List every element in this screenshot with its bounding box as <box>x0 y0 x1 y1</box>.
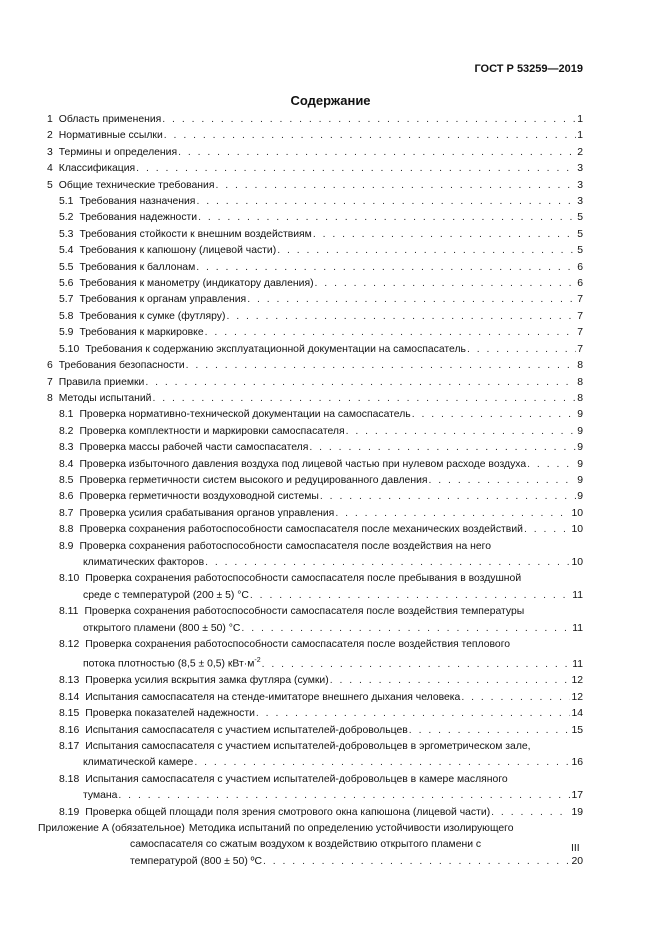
toc-entry-number: 8.15 <box>59 708 80 720</box>
toc-entry[interactable] <box>0 391 661 407</box>
toc-entry[interactable] <box>0 128 661 144</box>
toc-entry-title: Испытания самоспасателя с участием испытателей-добровольцев в камере масляного <box>85 773 508 785</box>
toc-entry[interactable] <box>0 276 661 292</box>
toc-page-number: 3 <box>577 163 583 175</box>
dot-leader <box>250 588 571 604</box>
toc-page-number: 10 <box>571 507 583 519</box>
toc-entry-title-continued: тумана <box>83 790 118 802</box>
toc-entry-number: 8.10 <box>59 573 80 585</box>
toc-page-number: 7 <box>577 327 583 339</box>
toc-entry[interactable] <box>0 690 661 706</box>
dot-leader <box>263 854 570 870</box>
toc-entry-title-continued: среде с температурой (200 ± 5) °C <box>83 589 249 601</box>
dot-leader <box>330 673 571 689</box>
toc-entry-title: Проверка комплектности и маркировки самоспасателя <box>79 425 345 437</box>
toc-entry-title: Проверка сохранения работоспособности самоспасателя после воздействия температуры <box>84 606 525 618</box>
dot-leader <box>215 178 576 194</box>
toc-entry-number: 8.8 <box>59 524 74 536</box>
toc-entry-title: Проверка усилия вскрытия замка футляра (сумки) <box>85 675 329 687</box>
toc-entry[interactable] <box>0 161 661 177</box>
toc-entry-title: Требования к баллонам <box>79 261 196 273</box>
toc-entry-title: Требования к содержанию эксплуатационной документации на самоспасатель <box>85 343 466 355</box>
annex-title-continued: температурой (800 ± 50) ºC <box>130 855 262 867</box>
toc-entry[interactable] <box>0 325 661 341</box>
toc-entry[interactable] <box>0 539 661 572</box>
toc-entry-number: 8.16 <box>59 724 80 736</box>
toc-entry-number: 5 <box>47 179 53 191</box>
dot-leader <box>309 440 576 456</box>
toc-page-number: 9 <box>577 425 583 437</box>
toc-page-number: 9 <box>577 409 583 421</box>
toc-page-number: 3 <box>577 179 583 191</box>
toc-page-number: 14 <box>571 708 583 720</box>
toc-page-number: 9 <box>577 491 583 503</box>
toc-entry-title-continued: открытого пламени (800 ± 50) °C <box>83 622 241 634</box>
toc-entry-title: Проверка массы рабочей части самоспасателя <box>79 442 309 454</box>
toc-entry-title: Проверка герметичности воздуховодной системы <box>79 491 319 503</box>
toc-entry-number: 8.12 <box>59 639 80 650</box>
toc-entry[interactable] <box>0 522 661 538</box>
toc-entry-number: 8.18 <box>59 773 80 785</box>
toc-entry-title: Требования к сумке (футляру) <box>79 310 226 322</box>
toc-entry-title: Проверка усилия срабатывания органов управления <box>79 507 335 519</box>
toc-entry[interactable] <box>0 407 661 423</box>
toc-entry-number: 5.2 <box>59 212 74 224</box>
toc-page-number: 12 <box>571 675 583 687</box>
toc-entry[interactable] <box>0 342 661 358</box>
toc-entry-title-continued: потока плотностью (8,5 ± 0,5) кВт·м <box>83 658 255 670</box>
dot-leader <box>335 506 570 522</box>
toc-page-number: 3 <box>577 196 583 208</box>
toc-entry-number: 5.8 <box>59 310 74 322</box>
toc-entry-number: 8.3 <box>59 442 74 454</box>
toc-entry-title: Проверка сохранения работоспособности самоспасателя после пребывания в воздушной <box>85 573 522 585</box>
toc-entry-title: Нормативные ссылки <box>58 130 163 142</box>
toc-entry-number: 5.1 <box>59 196 74 208</box>
toc-entry[interactable] <box>0 457 661 473</box>
toc-page-number: 5 <box>577 212 583 224</box>
dot-leader <box>429 473 577 489</box>
dot-leader <box>118 788 570 804</box>
toc-entry-title: Проверка сохранения работоспособности самоспасателя после воздействия теплового <box>85 639 511 650</box>
dot-leader <box>315 276 577 292</box>
annex-title: Методика испытаний по определению устойчивости изолирующего <box>188 822 514 834</box>
toc-entry[interactable] <box>0 194 661 210</box>
toc-entry-title: Классификация <box>58 163 136 175</box>
toc-entry-title: Требования стойкости к внешним воздействиям <box>79 228 312 240</box>
toc-entry-number: 8 <box>47 392 53 404</box>
dot-leader <box>196 194 576 210</box>
dot-leader <box>467 342 576 358</box>
toc-entry-title: Проверка общей площади поля зрения смотрового окна капюшона (лицевой части) <box>85 806 491 818</box>
toc-page-number: 19 <box>571 806 583 818</box>
toc-entry-number: 5.4 <box>59 245 74 257</box>
toc-entry-title: Общие технические требования <box>58 179 215 191</box>
toc-annex-entry[interactable] <box>0 821 661 870</box>
toc-page-number: 11 <box>572 658 583 670</box>
dot-leader <box>247 292 576 308</box>
dot-leader <box>226 309 576 325</box>
toc-entry[interactable] <box>0 227 661 243</box>
toc-entry[interactable] <box>0 210 661 226</box>
toc-entry[interactable] <box>0 506 661 522</box>
toc-page-number: 8 <box>577 376 583 388</box>
toc-entry-number: 8.1 <box>59 409 74 421</box>
toc-entry-title: Требования назначения <box>79 196 196 208</box>
toc-page-number: 7 <box>577 343 583 355</box>
toc-page-number: 9 <box>577 458 583 470</box>
annex-title-continued: самоспасателя со сжатым воздухом к воздействию открытого пламени с <box>130 839 482 851</box>
toc-entry-title: Требования к капюшону (лицевой части) <box>79 245 277 257</box>
toc-page-number: 7 <box>577 310 583 322</box>
toc-page-number: 6 <box>577 261 583 273</box>
dot-leader <box>409 723 571 739</box>
toc-page-number: 10 <box>571 524 583 536</box>
toc-entry-number: 8.9 <box>59 540 74 552</box>
toc-entry-number: 4 <box>47 163 53 175</box>
toc-entry-title: Испытания самоспасателя на стенде-имитаторе внешнего дыхания человека <box>85 691 461 703</box>
toc-entry-title: Проверка показателей надежности <box>85 708 255 720</box>
toc-entry[interactable] <box>0 772 661 805</box>
toc-page-number: 12 <box>571 691 583 703</box>
toc-entry-number: 5.10 <box>59 343 80 355</box>
toc-entry-number: 6 <box>47 360 53 372</box>
toc-entry-number: 2 <box>47 130 53 142</box>
toc-entry-title-continued: климатических факторов <box>83 556 205 568</box>
toc-entry[interactable] <box>0 637 661 673</box>
toc-page-number: 8 <box>577 392 583 404</box>
toc-page-number: 5 <box>577 245 583 257</box>
toc-entry[interactable] <box>0 805 661 821</box>
toc-entry[interactable] <box>0 358 661 374</box>
table-of-contents <box>0 112 661 870</box>
toc-entry[interactable] <box>0 673 661 689</box>
toc-page-number: 15 <box>571 724 583 736</box>
toc-page-number: 5 <box>577 228 583 240</box>
toc-entry[interactable] <box>0 260 661 276</box>
dot-leader <box>527 457 576 473</box>
toc-entry-title: Проверка сохранения работоспособности самоспасателя после воздействия на него <box>79 540 491 552</box>
toc-entry-number: 7 <box>47 376 53 388</box>
dot-leader <box>205 555 570 571</box>
toc-entry-title: Правила приемки <box>58 376 145 388</box>
toc-entry-number: 8.11 <box>59 606 79 618</box>
toc-entry-number: 8.5 <box>59 474 74 486</box>
toc-entry-title: Проверка избыточного давления воздуха под лицевой частью при нулевом расходе воздуха <box>79 458 527 470</box>
dot-leader <box>152 391 576 407</box>
toc-entry-title: Требования надежности <box>79 212 198 224</box>
toc-entry-number: 8.17 <box>59 740 80 752</box>
toc-entry-number: 3 <box>47 146 53 158</box>
dot-leader <box>524 522 571 538</box>
toc-entry[interactable] <box>0 424 661 440</box>
dot-leader <box>491 805 570 821</box>
toc-entry[interactable] <box>0 440 661 456</box>
annex-label: Приложение А (обязательное) <box>38 822 185 834</box>
dot-leader <box>162 112 576 128</box>
dot-leader <box>313 227 576 243</box>
toc-page-number: 17 <box>571 790 583 802</box>
dot-leader <box>262 657 572 673</box>
toc-entry[interactable] <box>0 145 661 161</box>
toc-page-number: 9 <box>577 442 583 454</box>
dot-leader <box>320 489 576 505</box>
standard-designation: ГОСТ Р 53259—2019 <box>474 63 583 75</box>
toc-entry[interactable] <box>0 178 661 194</box>
dot-leader <box>346 424 577 440</box>
toc-page-number: 9 <box>577 474 583 486</box>
toc-page-number: 10 <box>571 556 583 568</box>
toc-page-number: 20 <box>571 855 583 867</box>
toc-entry-title: Проверка нормативно-технической документации на самоспасатель <box>79 409 411 421</box>
toc-entry[interactable] <box>0 473 661 489</box>
dot-leader <box>205 325 577 341</box>
toc-page-number: 6 <box>577 278 583 290</box>
toc-entry[interactable] <box>0 243 661 259</box>
toc-entry-number: 5.9 <box>59 327 74 339</box>
page-title: Содержание <box>290 93 371 108</box>
toc-page-number: 7 <box>577 294 583 306</box>
superscript-exponent: -2 <box>254 657 261 665</box>
toc-entry[interactable] <box>0 604 661 637</box>
toc-page-number: 11 <box>572 589 583 601</box>
toc-entry[interactable] <box>0 706 661 722</box>
toc-entry-number: 5.6 <box>59 278 74 290</box>
toc-entry[interactable] <box>0 571 661 604</box>
dot-leader <box>136 161 576 177</box>
toc-entry-number: 8.6 <box>59 491 74 503</box>
dot-leader <box>164 128 576 144</box>
toc-entry-title: Испытания самоспасателя с участием испытателей-добровольцев в эргометрическом зале, <box>85 740 531 752</box>
toc-entry[interactable] <box>0 112 661 128</box>
toc-entry-title: Требования к маркировке <box>79 327 204 339</box>
toc-entry-title: Испытания самоспасателя с участием испытателей-добровольцев <box>85 724 408 736</box>
toc-entry[interactable] <box>0 375 661 391</box>
toc-entry-number: 1 <box>47 114 53 125</box>
dot-leader <box>186 358 577 374</box>
toc-page-number: 1 <box>577 114 583 125</box>
page-number: III <box>571 843 580 854</box>
toc-page-number: 8 <box>577 360 583 372</box>
toc-entry-number: 5.5 <box>59 261 74 273</box>
toc-page-number: 16 <box>571 757 583 769</box>
dot-leader <box>196 260 576 276</box>
toc-entry-number: 8.14 <box>59 691 80 703</box>
toc-entry[interactable] <box>0 309 661 325</box>
toc-page-number: 11 <box>572 622 583 634</box>
dot-leader <box>194 755 570 771</box>
dot-leader <box>178 145 576 161</box>
toc-entry[interactable] <box>0 739 661 772</box>
toc-entry-title-continued: климатической камере <box>83 757 194 769</box>
toc-entry-number: 8.13 <box>59 675 80 687</box>
toc-entry[interactable] <box>0 489 661 505</box>
dot-leader <box>145 375 576 391</box>
toc-entry-title: Требования к органам управления <box>79 294 247 306</box>
dot-leader <box>198 210 576 226</box>
toc-entry-number: 8.7 <box>59 507 74 519</box>
toc-entry-number: 8.19 <box>59 806 80 818</box>
toc-entry-title: Методы испытаний <box>58 392 152 404</box>
toc-entry-number: 5.7 <box>59 294 74 306</box>
toc-entry-number: 5.3 <box>59 228 74 240</box>
dot-leader <box>461 690 570 706</box>
toc-page-number: 1 <box>577 130 583 142</box>
toc-entry-number: 8.2 <box>59 425 74 437</box>
toc-entry[interactable] <box>0 723 661 739</box>
toc-entry-title: Требования безопасности <box>58 360 185 372</box>
dot-leader <box>241 621 571 637</box>
toc-entry-title: Проверка герметичности систем высокого и редуцированного давления <box>79 474 428 486</box>
toc-entry-number: 8.4 <box>59 458 74 470</box>
toc-page-number: 2 <box>577 146 583 158</box>
dot-leader <box>277 243 576 259</box>
toc-entry-title: Термины и определения <box>58 146 178 158</box>
toc-entry[interactable] <box>0 292 661 308</box>
toc-entry-title: Требования к манометру (индикатору давления) <box>79 278 314 290</box>
toc-entry-title: Область применения <box>58 114 162 125</box>
dot-leader <box>256 706 571 722</box>
dot-leader <box>412 407 577 423</box>
toc-entry-title: Проверка сохранения работоспособности самоспасателя после механических воздействий <box>79 524 523 536</box>
